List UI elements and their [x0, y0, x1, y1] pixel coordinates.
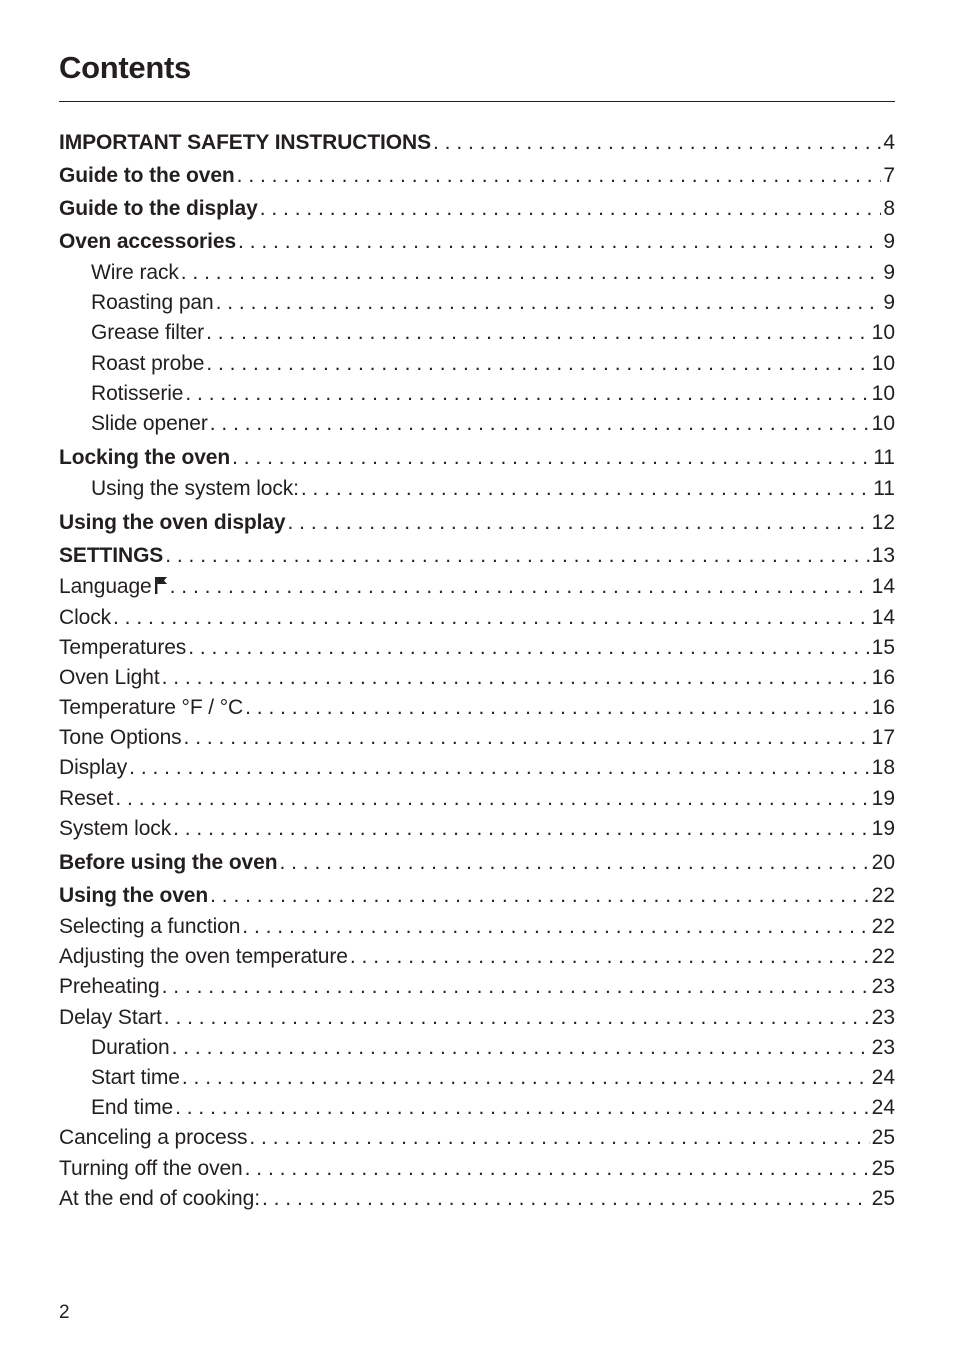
toc-entry[interactable] — [59, 784, 895, 814]
toc-entry-page: 22 — [871, 915, 895, 938]
toc-entry-page: 12 — [871, 511, 895, 535]
toc-entry-label: End time — [91, 1096, 174, 1120]
toc-entry[interactable] — [59, 912, 895, 942]
table-of-contents — [59, 126, 895, 1214]
toc-entry-page: 23 — [871, 1005, 895, 1029]
dot-leader — [162, 972, 870, 1002]
dot-leader — [188, 633, 869, 663]
toc-entry-page: 10 — [871, 321, 895, 345]
dot-leader — [216, 288, 882, 318]
toc-entry-label: Duration — [91, 1035, 170, 1059]
toc-entry-label: Start time — [91, 1065, 180, 1089]
toc-entry-label: Turning off the oven — [59, 1156, 243, 1180]
toc-entry-page: 11 — [873, 477, 895, 501]
toc-entry-label: SETTINGS — [59, 544, 164, 568]
toc-entry-page: 19 — [871, 816, 895, 840]
toc-entry[interactable] — [59, 159, 895, 192]
toc-entry-page: 17 — [871, 726, 895, 750]
dot-leader — [182, 1063, 870, 1093]
dot-leader — [181, 258, 882, 288]
toc-entry-page: 18 — [871, 756, 895, 780]
dot-leader — [170, 572, 870, 602]
dot-leader — [115, 784, 869, 814]
toc-entry[interactable] — [59, 318, 895, 348]
dot-leader — [288, 506, 870, 539]
toc-entry[interactable] — [59, 258, 895, 288]
toc-entry-label: Slide opener — [91, 411, 208, 435]
title-divider — [59, 101, 895, 102]
toc-entry[interactable] — [59, 474, 895, 504]
toc-entry[interactable] — [59, 1003, 895, 1033]
toc-entry[interactable] — [59, 126, 895, 159]
toc-entry-page: 24 — [871, 1065, 895, 1089]
toc-entry-page: 10 — [871, 381, 895, 405]
dot-leader — [184, 723, 870, 753]
toc-entry[interactable] — [59, 409, 895, 439]
toc-entry[interactable] — [59, 192, 895, 225]
toc-entry-label: Before using the oven — [59, 851, 278, 874]
toc-entry-label: Clock — [59, 605, 112, 629]
toc-entry-page: 23 — [871, 975, 895, 999]
toc-entry-label: Using the oven — [59, 884, 209, 907]
toc-entry-label: Adjusting the oven temperature — [59, 945, 348, 969]
toc-entry-page: 25 — [871, 1156, 895, 1180]
toc-entry-label: Roast probe — [91, 351, 205, 375]
dot-leader — [210, 409, 870, 439]
toc-entry-page: 22 — [871, 945, 895, 969]
dot-leader — [129, 753, 869, 783]
toc-entry-label: Oven accessories — [59, 230, 237, 253]
toc-entry-label: Locking the oven — [59, 446, 231, 470]
toc-entry-page: 10 — [871, 411, 895, 435]
toc-entry[interactable] — [59, 1184, 895, 1214]
toc-entry-label: Temperatures — [59, 635, 187, 659]
toc-entry[interactable] — [59, 603, 895, 633]
toc-entry-label: Selecting a function — [59, 915, 241, 938]
dot-leader — [173, 814, 870, 844]
toc-entry[interactable] — [59, 879, 895, 912]
toc-entry[interactable] — [59, 572, 895, 602]
flag-icon — [155, 572, 168, 602]
toc-entry[interactable] — [59, 1033, 895, 1063]
toc-entry-label: Using the oven display — [59, 511, 286, 535]
toc-entry-page: 14 — [871, 605, 895, 629]
page-title: Contents — [59, 50, 191, 85]
dot-leader — [210, 879, 870, 912]
toc-entry-label: IMPORTANT SAFETY INSTRUCTIONS — [59, 131, 431, 154]
toc-entry[interactable] — [59, 539, 895, 572]
toc-entry-page: 9 — [883, 230, 895, 253]
toc-entry[interactable] — [59, 633, 895, 663]
dot-leader — [433, 126, 881, 159]
toc-entry[interactable] — [59, 972, 895, 1002]
toc-entry[interactable] — [59, 225, 895, 258]
toc-entry[interactable] — [59, 753, 895, 783]
toc-entry-label: Canceling a process — [59, 1126, 248, 1150]
toc-entry[interactable] — [59, 506, 895, 539]
dot-leader — [301, 474, 871, 504]
toc-entry[interactable] — [59, 723, 895, 753]
toc-entry[interactable] — [59, 288, 895, 318]
dot-leader — [237, 159, 882, 192]
toc-entry-label: Language — [59, 575, 152, 599]
toc-entry[interactable] — [59, 663, 895, 693]
toc-entry-label: Rotisserie — [91, 381, 184, 405]
dot-leader — [162, 663, 870, 693]
toc-entry-page: 11 — [873, 446, 895, 470]
dot-leader — [175, 1093, 870, 1123]
toc-entry-page: 19 — [871, 786, 895, 810]
toc-entry-page: 7 — [883, 164, 895, 187]
toc-entry-label: Preheating — [59, 975, 160, 999]
toc-entry[interactable] — [59, 1154, 895, 1184]
toc-entry-label: Reset — [59, 786, 114, 810]
toc-entry[interactable] — [59, 846, 895, 879]
toc-entry-label: Temperature °F / °C — [59, 696, 244, 720]
toc-entry[interactable] — [59, 693, 895, 723]
toc-entry-page: 16 — [871, 665, 895, 689]
toc-entry-label: Oven Light — [59, 665, 160, 689]
toc-entry-page: 13 — [871, 544, 895, 568]
dot-leader — [350, 942, 870, 972]
toc-entry-label: Wire rack — [91, 261, 179, 284]
toc-entry-label: Guide to the display — [59, 197, 258, 220]
toc-entry-label: Guide to the oven — [59, 164, 235, 187]
toc-entry-page: 24 — [871, 1096, 895, 1120]
dot-leader — [206, 349, 869, 379]
toc-entry[interactable] — [59, 349, 895, 379]
toc-entry-page: 9 — [883, 291, 895, 315]
toc-entry-page: 15 — [871, 635, 895, 659]
toc-entry-page: 10 — [871, 351, 895, 375]
toc-entry-page: 16 — [871, 696, 895, 720]
dot-leader — [113, 603, 870, 633]
dot-leader — [245, 693, 870, 723]
toc-entry[interactable] — [59, 1123, 895, 1153]
toc-entry-page: 20 — [871, 851, 895, 874]
toc-entry[interactable] — [59, 1093, 895, 1123]
dot-leader — [279, 846, 869, 879]
toc-entry-label: Tone Options — [59, 726, 182, 750]
page-number: 2 — [59, 1302, 70, 1323]
toc-entry[interactable] — [59, 441, 895, 474]
toc-entry-label: Roasting pan — [91, 291, 214, 315]
dot-leader — [164, 1003, 870, 1033]
toc-entry-page: 8 — [883, 197, 895, 220]
toc-entry-label: Using the system lock: — [91, 477, 299, 501]
toc-entry-page: 25 — [871, 1126, 895, 1150]
dot-leader — [238, 225, 881, 258]
toc-entry-label: Delay Start — [59, 1005, 162, 1029]
toc-entry[interactable] — [59, 379, 895, 409]
toc-entry-label: System lock — [59, 816, 172, 840]
toc-entry-label: Display — [59, 756, 128, 780]
toc-entry[interactable] — [59, 1063, 895, 1093]
toc-entry-page: 4 — [883, 131, 895, 154]
toc-entry[interactable] — [59, 942, 895, 972]
toc-entry[interactable] — [59, 814, 895, 844]
toc-entry-page: 23 — [871, 1035, 895, 1059]
toc-entry-page: 25 — [871, 1186, 895, 1210]
dot-leader — [172, 1033, 870, 1063]
dot-leader — [242, 912, 869, 942]
dot-leader — [232, 441, 871, 474]
dot-leader — [206, 318, 870, 348]
dot-leader — [262, 1184, 870, 1214]
dot-leader — [185, 379, 869, 409]
toc-entry-page: 14 — [871, 575, 895, 599]
toc-entry-label: Grease filter — [91, 321, 205, 345]
dot-leader — [245, 1154, 870, 1184]
toc-entry-label: At the end of cooking: — [59, 1186, 260, 1210]
dot-leader — [249, 1123, 869, 1153]
toc-entry-page: 22 — [871, 884, 895, 907]
dot-leader — [165, 539, 869, 572]
dot-leader — [260, 192, 882, 225]
toc-entry-page: 9 — [883, 261, 895, 284]
